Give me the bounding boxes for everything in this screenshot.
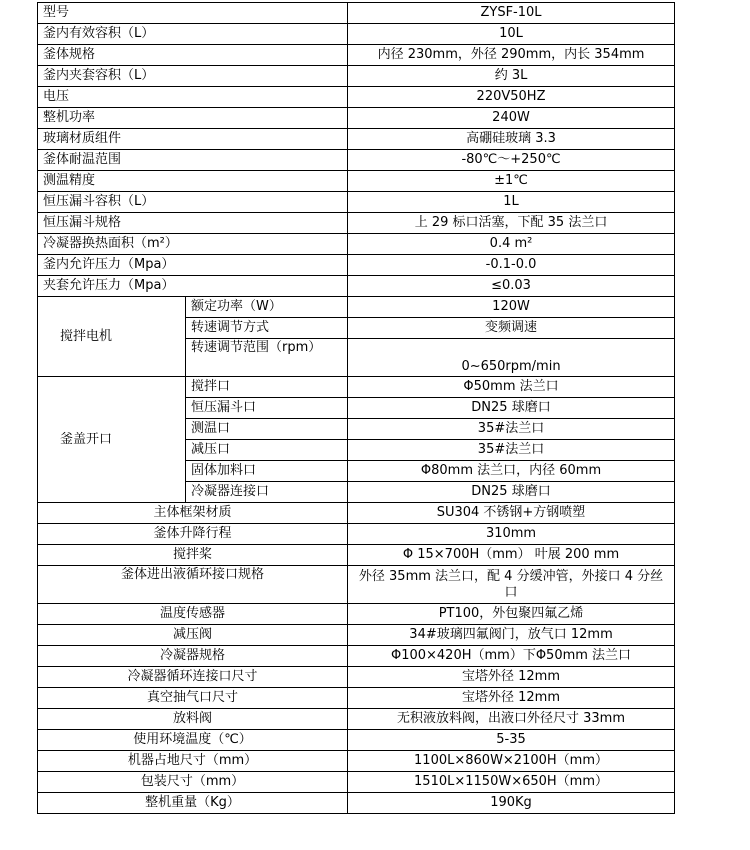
spec-value: 高硼硅玻璃 3.3 [348,129,675,150]
spec-row [38,667,675,688]
spec-row [38,3,675,24]
spec-row [38,545,675,566]
spec-value: SU304 不锈钢+方钢喷塑 [348,503,675,524]
spec-label: 恒压漏斗规格 [38,213,348,234]
spec-value: 1510L×1150W×650H（mm） [348,772,675,793]
spec-value: DN25 球磨口 [348,398,675,419]
spec-label: 恒压漏斗口 [186,398,348,419]
spec-row [38,150,675,171]
spec-label: 搅拌桨 [38,545,348,566]
spec-label: 转速调节方式 [186,318,348,339]
spec-label: 包装尺寸（mm） [38,772,348,793]
spec-label: 釜体升降行程 [38,524,348,545]
spec-row [38,24,675,45]
spec-value: PT100，外包聚四氟乙烯 [348,604,675,625]
spec-value: 内径 230mm，外径 290mm，内长 354mm [348,45,675,66]
spec-label: 恒压漏斗容积（L） [38,192,348,213]
spec-label: 主体框架材质 [38,503,348,524]
spec-value: 宝塔外径 12mm [348,688,675,709]
spec-value: 约 3L [348,66,675,87]
spec-label: 转速调节范围（rpm） [186,339,348,377]
spec-table [37,2,675,814]
spec-row [38,45,675,66]
spec-value: 外径 35mm 法兰口，配 4 分缓冲管，外接口 4 分丝口 [348,566,675,604]
spec-label: 冷凝器规格 [38,646,348,667]
spec-row [38,276,675,297]
lid-group-label: 釜盖开口 [38,377,186,503]
spec-row [38,87,675,108]
spec-label: 玻璃材质组件 [38,129,348,150]
spec-row [38,108,675,129]
spec-value: 无积液放料阀，出液口外径尺寸 33mm [348,709,675,730]
spec-label: 真空抽气口尺寸 [38,688,348,709]
spec-value: 5-35 [348,730,675,751]
spec-value: 10L [348,24,675,45]
spec-label: 釜内允许压力（Mpa） [38,255,348,276]
spec-value: 宝塔外径 12mm [348,667,675,688]
spec-label: 机器占地尺寸（mm） [38,751,348,772]
spec-row [38,625,675,646]
spec-label: 减压阀 [38,625,348,646]
spec-row [38,566,675,604]
spec-value: Φ100×420H（mm）下Φ50mm 法兰口 [348,646,675,667]
spec-row [38,377,675,398]
spec-row [38,213,675,234]
spec-label: 整机重量（Kg） [38,793,348,814]
spec-label: 电压 [38,87,348,108]
spec-value: 240W [348,108,675,129]
spec-label: 冷凝器循环连接口尺寸 [38,667,348,688]
spec-label: 使用环境温度（℃） [38,730,348,751]
spec-value: Φ 15×700H（mm） 叶展 200 mm [348,545,675,566]
spec-row [38,688,675,709]
spec-row [38,297,675,318]
spec-value: 190Kg [348,793,675,814]
spec-label: 额定功率（W） [186,297,348,318]
spec-row [38,234,675,255]
spec-label: 放料阀 [38,709,348,730]
spec-value: 35#法兰口 [348,440,675,461]
spec-row [38,66,675,87]
spec-label: 温度传感器 [38,604,348,625]
spec-row [38,503,675,524]
spec-label: 釜体耐温范围 [38,150,348,171]
spec-value: ≤0.03 [348,276,675,297]
spec-label: 冷凝器连接口 [186,482,348,503]
spec-value: 0.4 m² [348,234,675,255]
spec-value: 1L [348,192,675,213]
spec-label: 夹套允许压力（Mpa） [38,276,348,297]
spec-row [38,751,675,772]
spec-value: 34#玻璃四氟阀门，放气口 12mm [348,625,675,646]
spec-label: 型号 [38,3,348,24]
spec-label: 釜内夹套容积（L） [38,66,348,87]
spec-label: 测温精度 [38,171,348,192]
spec-value: 0~650rpm/min [348,339,675,377]
spec-row [38,772,675,793]
spec-label: 整机功率 [38,108,348,129]
spec-value: Φ80mm 法兰口，内径 60mm [348,461,675,482]
motor-group-label: 搅拌电机 [38,297,186,377]
spec-row [38,129,675,150]
spec-row [38,646,675,667]
spec-label: 冷凝器换热面积（m²） [38,234,348,255]
spec-row [38,171,675,192]
spec-label: 测温口 [186,419,348,440]
spec-value: 310mm [348,524,675,545]
spec-value: 220V50HZ [348,87,675,108]
spec-value: 上 29 标口活塞，下配 35 法兰口 [348,213,675,234]
spec-value: 35#法兰口 [348,419,675,440]
spec-row [38,709,675,730]
spec-value: DN25 球磨口 [348,482,675,503]
spec-value: -0.1-0.0 [348,255,675,276]
spec-label: 釜体进出液循环接口规格 [38,566,348,604]
spec-value: 1100L×860W×2100H（mm） [348,751,675,772]
spec-value: ±1℃ [348,171,675,192]
spec-label: 搅拌口 [186,377,348,398]
spec-row [38,730,675,751]
spec-row [38,192,675,213]
spec-value: Φ50mm 法兰口 [348,377,675,398]
spec-label: 减压口 [186,440,348,461]
spec-value: 120W [348,297,675,318]
spec-row [38,793,675,814]
spec-row [38,524,675,545]
spec-value: ZYSF-10L [348,3,675,24]
spec-row [38,255,675,276]
spec-label: 釜体规格 [38,45,348,66]
spec-value: -80℃～+250℃ [348,150,675,171]
spec-label: 釜内有效容积（L） [38,24,348,45]
spec-value: 变频调速 [348,318,675,339]
spec-row [38,604,675,625]
spec-label: 固体加料口 [186,461,348,482]
